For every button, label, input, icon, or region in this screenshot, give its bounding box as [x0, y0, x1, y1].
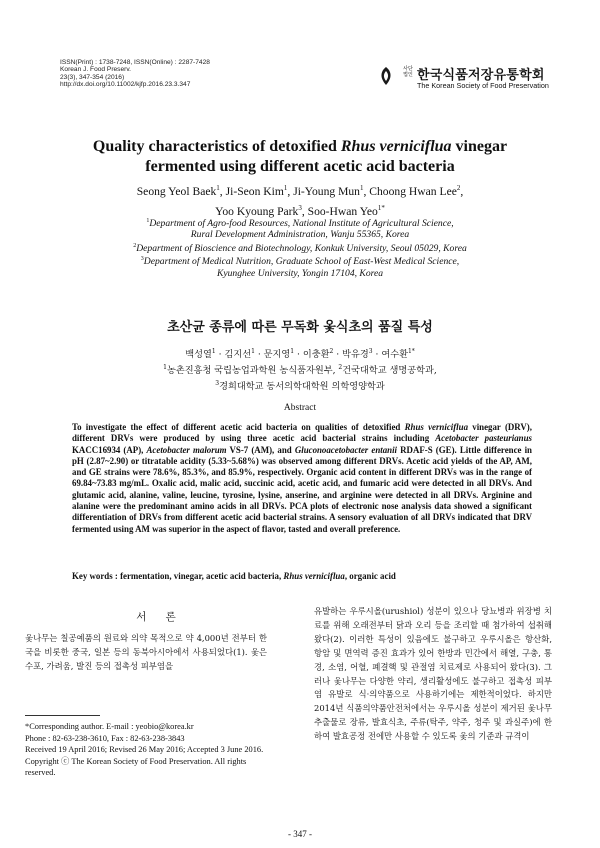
- keywords-species: Rhus verniciflua: [283, 571, 345, 581]
- author-affil-mark: 1: [216, 184, 220, 192]
- affiliation-line: Kyunghee University, Yongin 17104, Korea: [216, 267, 384, 279]
- korean-author: 백성열: [185, 349, 212, 361]
- author-name: , Choong Hwan Lee: [363, 184, 457, 198]
- author-affil-mark: 2: [456, 184, 461, 192]
- corresponding-author: *Corresponding author. E-mail : yeobio@korea.kr: [25, 722, 194, 731]
- copyright-notice: Copyright ⓒ The Korean Society of Food Preservation. All rights reserved.: [25, 756, 247, 778]
- affil-mark: 3: [215, 380, 220, 388]
- journal-metadata: [60, 59, 210, 89]
- author-affil-mark: 1*: [377, 203, 385, 212]
- author-name: , Ji-Seon Kim: [219, 184, 284, 198]
- author-affil-mark: 1: [283, 184, 288, 192]
- contact-phone: Phone : 82-63-238-3610, Fax : 82-63-238-3843: [25, 733, 185, 743]
- abstract-heading: Abstract: [283, 403, 317, 413]
- affil-mark: 3: [140, 256, 144, 263]
- abstract-text: To investigate the effect of different acetic acid bacteria on qualities of detoxified: [72, 422, 405, 432]
- intro-right-column: 유발하는 우루시올(urushiol) 성분이 있으나 당뇨병과 위장병 치료를 위해 오래전부터 닭과 오리 등을 조리할 때 첨가하여 섭취해 왔다(2). 이러한 특성이 있음에도 불구하고 우루시올은 항산화, 항암 및 면역력 증진 효과가 있어 한방과 민간에서 해열, 구충, 통경, 소염, 어혈, 폐결핵 및 관절염 치료제로 사용되어 왔다(3). 그러나 옻나무는 다양한 약리, 생리활성에도 불구하고 접촉성 피부염 유발로 식·의약품으로 사용하기에는 제한적이었다. 하지만 2014년 식품의약품안전처에서는 우루시올 성분이 제거된 옻나무 추출물로 장류, 발효식초, 주류(탁주, 약주, 청주 및 과실주)에 한하여 발효공정 전에만 사용할 수 있도록 옻의 기준과 규격이: [314, 606, 552, 742]
- abstract-text: RDAF-S (GE). Little difference in pH (2.87~2.90) or titratable acidity (5.33~5.68%) was observed among different DRVs. Acetic acid yields of the AP, AM, and GE strains were 78.6%, 85.3%, and 85.9%, respectively. Organic acid content in different DRVs was in the range of 69.84~73.83 mg/mL. Oxalic acid, malic acid, succinic acid, acetic acid, and fumaric acid were detected in all DRVs. And glutamic acid, alanine, valine, leucine, tyrosine, lysine, anserine, and arginine were detected in all DRVs. Arginine and alanine were the predominant amino acids in all DRVs. PCA plots of electronic nose analysis data showed a significant differentiation of DRVs from different acetic acid bacterial strains. A sensory evaluation of all DRVs indicated that DRV fermented using AM was superior in the aspect of flavor, tasted and overall preference.: [72, 444, 532, 534]
- author-list: [40, 180, 560, 220]
- korean-author: · 이충환: [294, 349, 330, 361]
- keywords-text: fermentation, vinegar, acetic acid bacteria,: [120, 571, 284, 581]
- korean-author-list: [40, 345, 560, 393]
- abstract-strain: Acetobacter malorum: [146, 444, 227, 455]
- abstract-strain: Acetobacter pasteurianus: [435, 433, 532, 444]
- abstract-text: VS-7 (AM), and: [226, 444, 295, 455]
- abstract-body: [72, 422, 532, 535]
- society-logo: [375, 64, 550, 94]
- keywords-text-end: , organic acid: [344, 571, 396, 581]
- doi-link[interactable]: http://dx.doi.org/10.11002/kjfp.2016.23.3.347: [60, 81, 191, 89]
- society-name-english: The Korean Society of Food Preservation: [417, 81, 549, 90]
- affiliation-line: Department of Agro-food Resources, National Institute of Agricultural Science,: [149, 218, 454, 230]
- affil-mark: 1: [211, 348, 216, 355]
- volume-pages: 23(3), 347-354 (2016): [60, 73, 125, 81]
- abstract-text: KACC16934 (AP),: [72, 444, 147, 455]
- author-separator: ,: [460, 184, 464, 198]
- received-dates: Received 19 April 2016; Revised 26 May 2016; Accepted 3 June 2016.: [25, 745, 264, 755]
- abstract-strain: Gluconoacetobacter entanii: [294, 444, 398, 455]
- affil-mark: 3: [368, 348, 373, 355]
- author-affil-mark: 3: [298, 203, 302, 212]
- affil-mark: 2: [329, 348, 334, 355]
- keywords-label: Key words :: [72, 571, 121, 581]
- author-name: Seong Yeol Baek: [136, 184, 217, 198]
- journal-name: Korean J. Food Preserv.: [60, 66, 131, 74]
- section-heading-introduction: 서 론: [136, 611, 184, 623]
- keywords: [72, 571, 532, 581]
- korean-affiliation: 농촌진흥청 국립농업과학원 농식품자원부,: [166, 365, 339, 377]
- issn-line: ISSN(Print) : 1738-7248, ISSN(Online) : 2287-7428: [60, 59, 210, 66]
- society-org-type: 사단 법인: [403, 66, 413, 78]
- paper-title: [40, 137, 560, 177]
- korean-author: · 여수환: [372, 349, 408, 361]
- society-emblem-icon: [375, 65, 397, 87]
- korean-affiliation: 건국대학교 생명공학과,: [342, 365, 437, 377]
- affil-mark: 1: [146, 218, 150, 224]
- author-name: , Ji-Young Mun: [287, 184, 360, 198]
- society-name-korean: 한국식품저장유통학회: [417, 68, 545, 83]
- title-line-2: fermented using different acetic acid bacteria: [145, 158, 455, 175]
- author-name: Yoo Kyoung Park: [215, 204, 299, 218]
- page-number: - 347 -: [288, 829, 312, 839]
- affiliation-line: Rural Development Administration, Wanju 55365, Korea: [190, 229, 410, 241]
- korean-author: · 문지영: [254, 349, 291, 361]
- affiliation-line: Department of Medical Nutrition, Graduate School of East-West Medical Science,: [143, 256, 460, 268]
- title-species: Rhus verniciflua: [340, 138, 452, 155]
- author-name: , Soo-Hwan Yeo: [301, 204, 378, 218]
- title-text-end: vinegar: [451, 138, 508, 155]
- affil-mark: 1*: [407, 348, 415, 355]
- affil-mark: 2: [338, 364, 343, 372]
- affil-mark: 1: [163, 364, 167, 372]
- affiliation-line: Department of Bioscience and Biotechnology, Konkuk University, Seoul 05029, Korea: [136, 242, 467, 254]
- affiliations: [40, 216, 560, 279]
- korean-affiliation: 경희대학교 동서의학대학원 의학영양학과: [219, 381, 385, 393]
- abstract-species: Rhus verniciflua: [404, 422, 469, 432]
- intro-left-column: 옻나무는 칠공예품의 원료와 의약 목적으로 약 4,000년 전부터 한국을 비롯한 중국, 일본 등의 동북아시아에서 사용되었다(1). 옻은 수포, 가려움, 발진 등의 접촉성 피부염을: [25, 633, 267, 671]
- affil-mark: 1: [290, 348, 295, 355]
- korean-title: 초산균 종류에 따른 무독화 옻식초의 품질 특성: [167, 320, 433, 335]
- footnote-divider: [25, 715, 100, 716]
- footnote: [25, 721, 275, 779]
- abstract-text: vinegar (DRV), different DRVs were produced by using three acetic acid bacterial strains including: [72, 422, 532, 444]
- title-text: Quality characteristics of detoxified: [92, 138, 341, 155]
- affil-mark: 2: [133, 242, 137, 249]
- korean-author: · 박유경: [333, 349, 369, 361]
- author-affil-mark: 1: [359, 184, 364, 192]
- korean-author: · 김지선: [215, 349, 252, 361]
- affil-mark: 1: [251, 348, 255, 355]
